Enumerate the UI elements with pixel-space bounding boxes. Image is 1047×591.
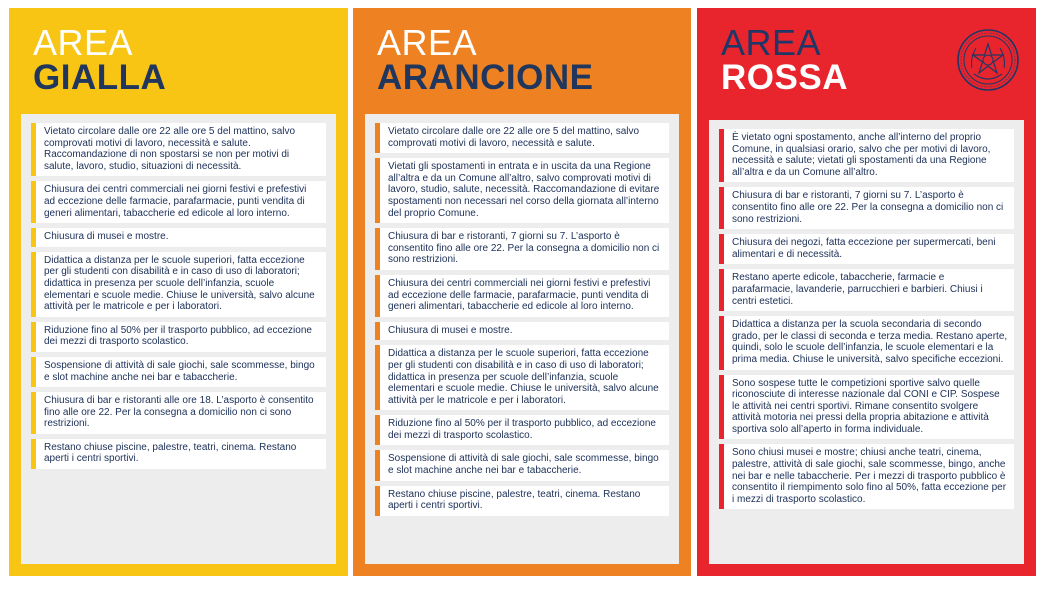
rule-item: Riduzione fino al 50% per il trasporto pubblico, ad eccezione dei mezzi di trasporto scolastico. <box>31 322 326 352</box>
rules-panel <box>365 114 679 564</box>
emblem-svg <box>956 28 1020 92</box>
area-label: AREA <box>721 22 822 63</box>
area-gialla-column <box>9 8 348 576</box>
rule-item: Chiusura di bar e ristoranti alle ore 18. L’asporto è consentito fino alle ore 22. Per la consegna a domicilio non ci sono restrizioni. <box>31 392 326 434</box>
rule-item: Chiusura dei negozi, fatta eccezione per supermercati, beni alimentari e di necessità. <box>719 234 1014 264</box>
rule-item: Sospensione di attività di sale giochi, sale scommesse, bingo e slot machine anche nei bar e tabaccherie. <box>375 450 669 480</box>
area-rossa-column <box>697 8 1036 576</box>
rules-list <box>375 123 669 516</box>
rule-item: Vietato circolare dalle ore 22 alle ore 5 del mattino, salvo comprovati motivi di lavoro, necessità e salute. Raccomandazione di non spostarsi se non per motivi di salute, lavoro, studio, situazioni di necessità. <box>31 123 326 176</box>
rule-item: Didattica a distanza per la scuola secondaria di secondo grado, per le classi di seconda e terza media. Restano aperte, quindi, solo le scuole dell’infanzia, le scuole elementari e la prima media. Chiuse le università, salvo specifiche eccezioni. <box>719 316 1014 369</box>
rule-item: Chiusura di bar e ristoranti, 7 giorni su 7. L’asporto è consentito fino alle ore 22. Per la consegna a domicilio non ci sono restrizioni. <box>719 187 1014 229</box>
area-arancione-column <box>353 8 691 576</box>
rule-item: Didattica a distanza per le scuole superiori, fatta eccezione per gli studenti con disabilità e in caso di uso di laboratori; didattica in presenza per scuole dell’infanzia, scuole elementari e scuole medie. Chiuse le università, salvo alcune attività per le matricole e per i laboratori. <box>375 345 669 410</box>
italian-republic-emblem-icon <box>956 28 1020 92</box>
rule-item: Sospensione di attività di sale giochi, sale scommesse, bingo e slot machine anche nei bar e tabaccherie. <box>31 357 326 387</box>
rule-item: Chiusura di musei e mostre. <box>375 322 669 341</box>
rule-item: È vietato ogni spostamento, anche all’interno del proprio Comune, in qualsiasi orario, salvo che per motivi di lavoro, necessità e salute; vietati gli spostamenti da una Regione all’altra e da un Comune all’altro. <box>719 129 1014 182</box>
rules-list <box>31 123 326 469</box>
rule-item: Sono sospese tutte le competizioni sportive salvo quelle riconosciute di interesse nazionale dal CONI e CIP. Sospese le attività nei centri sportivi. Rimane consentito svolgere attività motoria nei pressi della propria abitazione e attività sportiva solo all’aperto in forma individuale. <box>719 375 1014 440</box>
area-name: ARANCIONE <box>377 58 594 97</box>
rule-item: Vietati gli spostamenti in entrata e in uscita da una Regione all’altra e da un Comune all’altro, salvo comprovati motivi di lavoro, studio, salute, necessità. Raccomandazione di evitare spostamenti non necessari nel corso della giornata all’interno del proprio Comune. <box>375 158 669 223</box>
rules-list <box>719 129 1014 509</box>
area-name: ROSSA <box>721 58 848 97</box>
rules-panel <box>709 120 1024 564</box>
area-gialla-title <box>33 22 167 97</box>
rule-item: Chiusura dei centri commerciali nei giorni festivi e prefestivi ad eccezione delle farmacie, parafarmacie, punti vendita di generi alimentari, tabaccherie ed edicole al loro interno. <box>375 275 669 317</box>
rule-item: Restano aperte edicole, tabaccherie, farmacie e parafarmacie, lavanderie, parrucchieri e barbieri. Chiusi i centri estetici. <box>719 269 1014 311</box>
rule-item: Riduzione fino al 50% per il trasporto pubblico, ad eccezione dei mezzi di trasporto scolastico. <box>375 415 669 445</box>
area-label: AREA <box>377 22 478 63</box>
rule-item: Didattica a distanza per le scuole superiori, fatta eccezione per gli studenti con disabilità e in caso di uso di laboratori; didattica in presenza per scuole dell’infanzia, scuole elementari e scuole medie. Chiuse le università, salvo alcune attività per le matricole e per i laboratori. <box>31 252 326 317</box>
rule-item: Restano chiuse piscine, palestre, teatri, cinema. Restano aperti i centri sportivi. <box>31 439 326 469</box>
area-name: GIALLA <box>33 58 167 97</box>
rule-item: Chiusura di musei e mostre. <box>31 228 326 247</box>
area-arancione-title <box>377 22 594 97</box>
rule-item: Sono chiusi musei e mostre; chiusi anche teatri, cinema, palestre, attività di sale giochi, sale scommesse, bingo, anche nei bar e nelle tabaccherie. Per i mezzi di trasporto pubblico è consentito il riempimento solo fino al 50%, fatta eccezione per i mezzi di trasporto scolastico. <box>719 444 1014 509</box>
rule-item: Chiusura di bar e ristoranti, 7 giorni su 7. L’asporto è consentito fino alle ore 22. Per la consegna a domicilio non ci sono restrizioni. <box>375 228 669 270</box>
rule-item: Restano chiuse piscine, palestre, teatri, cinema. Restano aperti i centri sportivi. <box>375 486 669 516</box>
area-rossa-title <box>721 22 848 97</box>
rules-panel <box>21 114 336 564</box>
rule-item: Vietato circolare dalle ore 22 alle ore 5 del mattino, salvo comprovati motivi di lavoro, necessità e salute. <box>375 123 669 153</box>
area-label: AREA <box>33 22 134 63</box>
rule-item: Chiusura dei centri commerciali nei giorni festivi e prefestivi ad eccezione delle farmacie, parafarmacie, punti vendita di generi alimentari, tabaccherie ed edicole al loro interno. <box>31 181 326 223</box>
